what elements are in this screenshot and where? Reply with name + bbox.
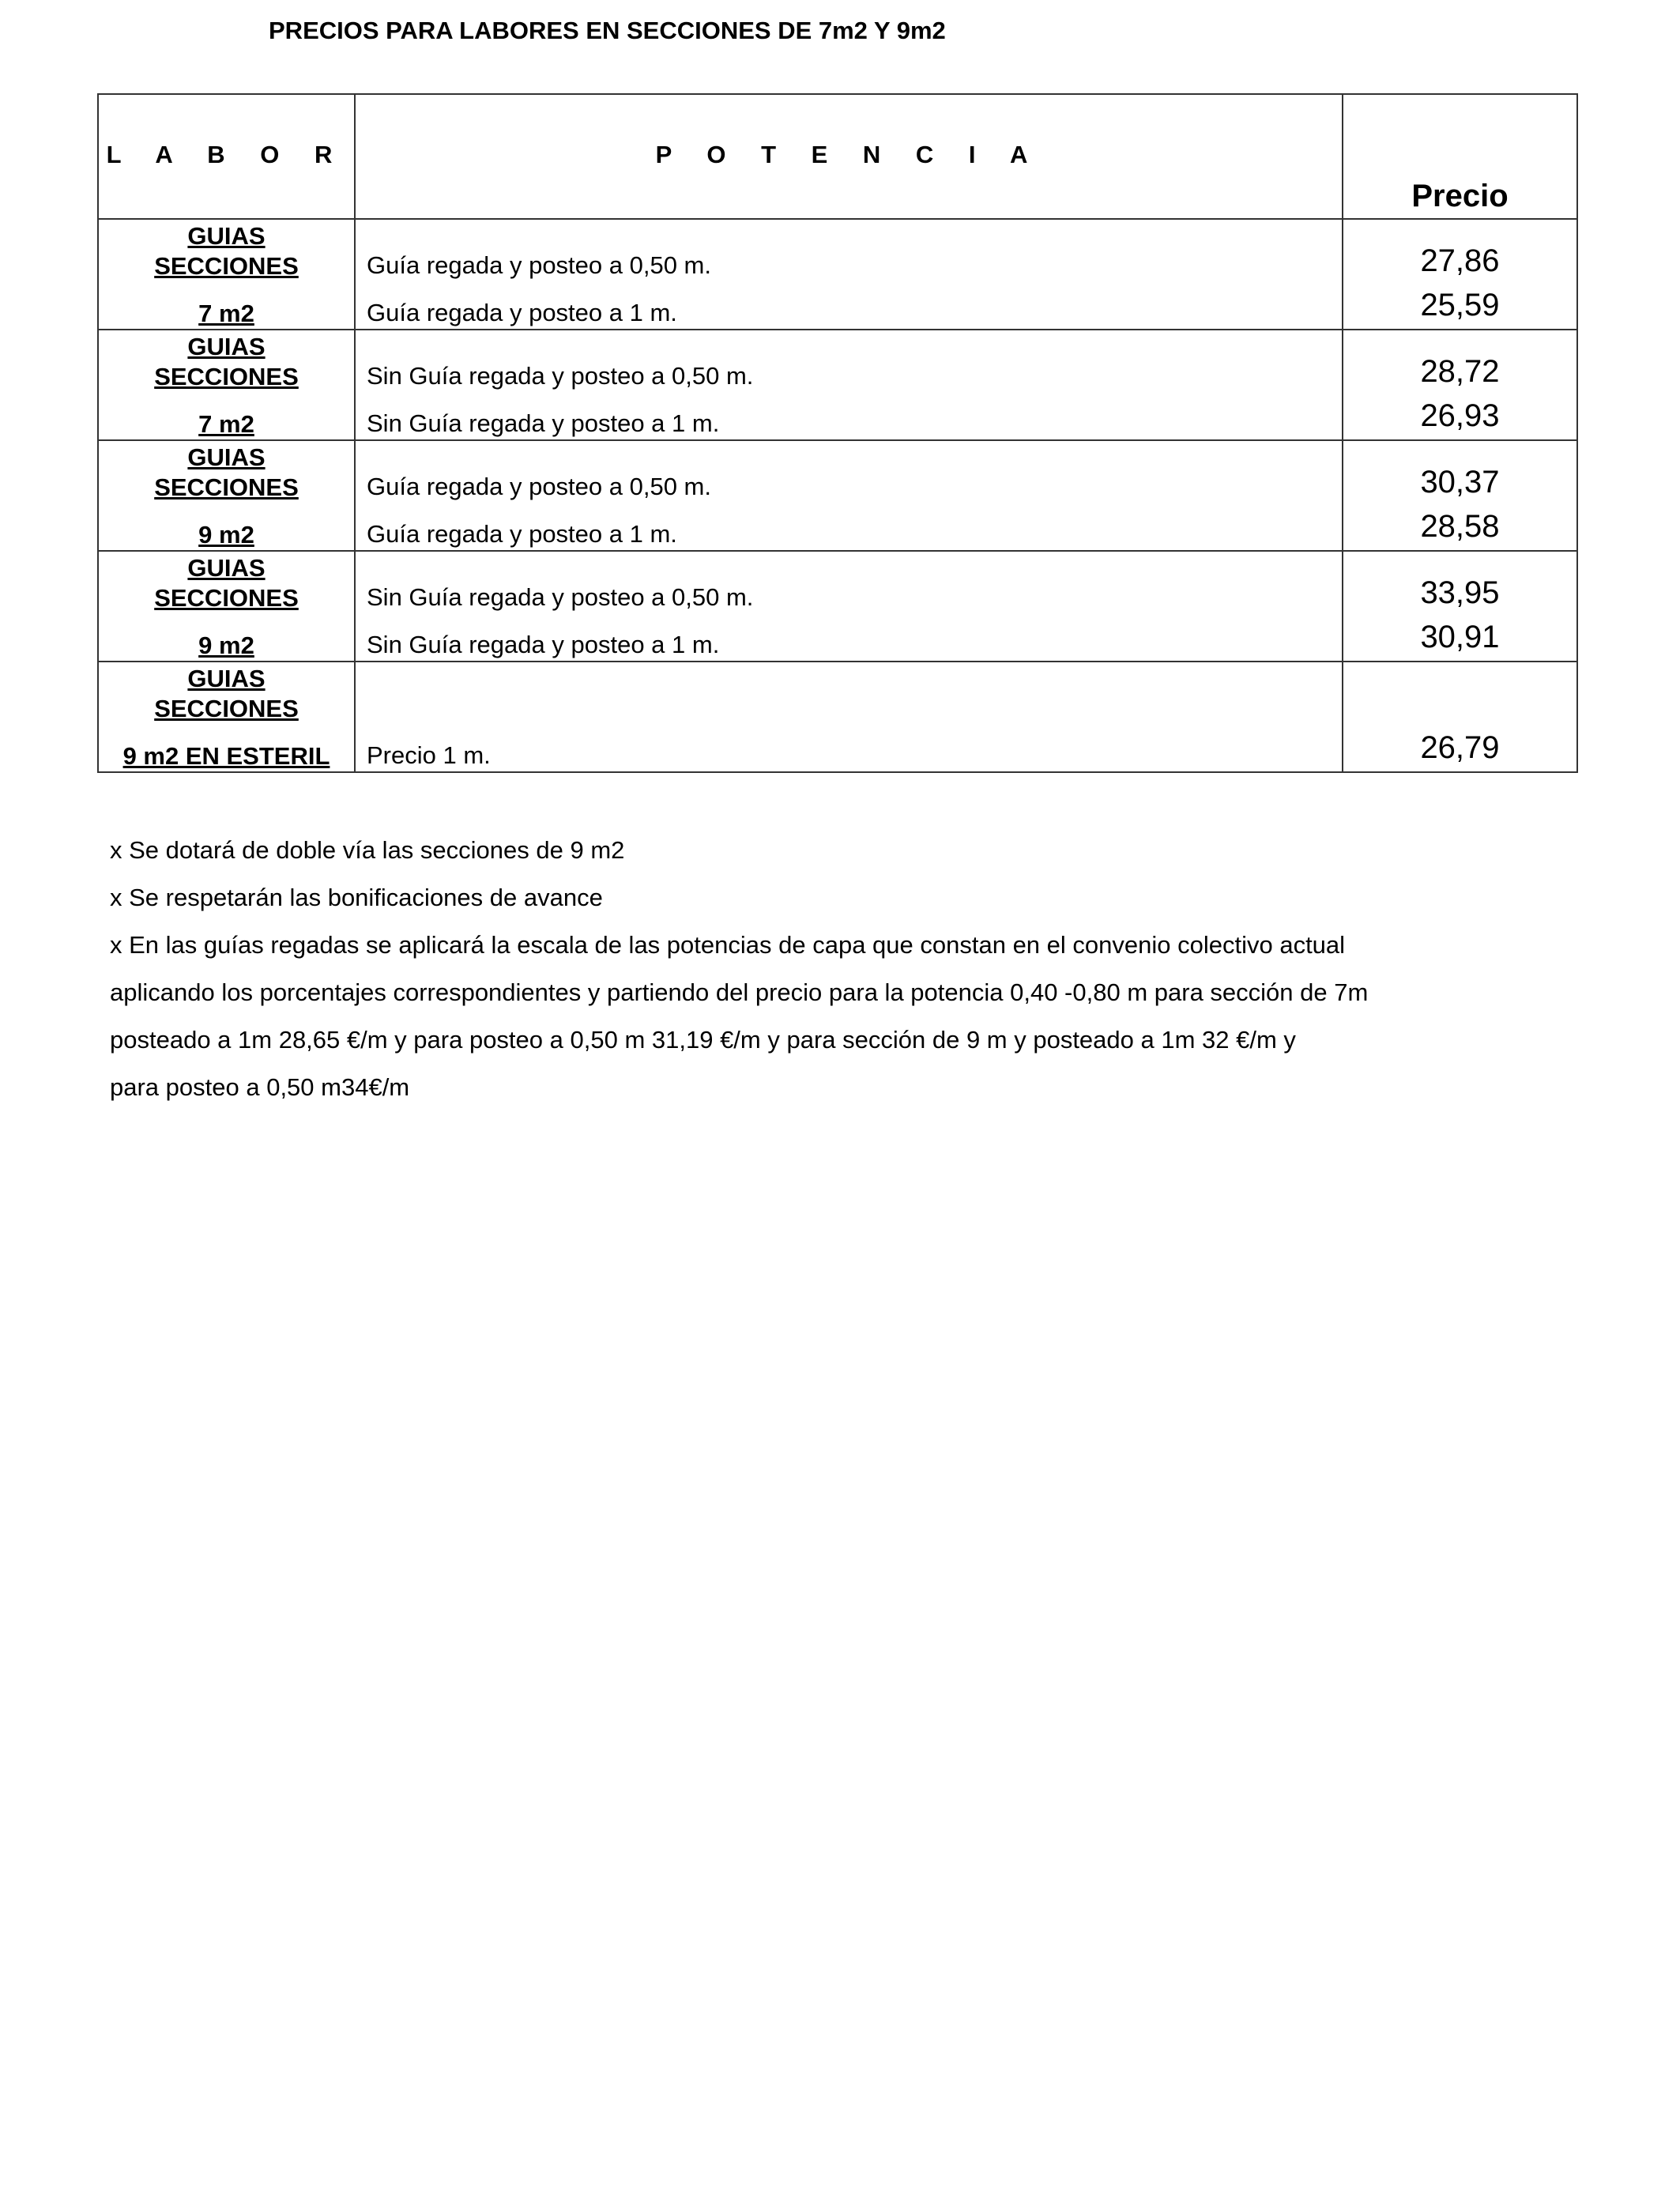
- labor-line: GUIAS: [187, 665, 266, 692]
- table-row: [98, 330, 1577, 440]
- precio-value: 27,86: [1420, 243, 1500, 278]
- labor-cell: [98, 662, 355, 772]
- note-line: x Se respetarán las bonificaciones de avance: [110, 884, 603, 911]
- potencia-cell: [355, 219, 1343, 330]
- table-header-row: [98, 94, 1577, 219]
- labor-line: SECCIONES: [154, 695, 299, 722]
- precio-cell: [1343, 219, 1577, 330]
- potencia-line: Guía regada y posteo a 1 m.: [367, 520, 677, 548]
- labor-cell: [98, 440, 355, 551]
- notes-block: [110, 827, 1564, 1111]
- labor-line: GUIAS: [187, 554, 266, 582]
- precio-value: 30,91: [1420, 620, 1500, 654]
- note-line: aplicando los porcentajes correspondientes y partiendo del precio para la potencia 0,40 -0,80 m para sección de 7m: [110, 978, 1369, 1006]
- labor-line: 9 m2 EN ESTERIL: [122, 742, 330, 770]
- precio-value: 28,58: [1420, 509, 1500, 544]
- potencia-line: Guía regada y posteo a 0,50 m.: [367, 473, 711, 500]
- header-precio-cell: [1343, 94, 1577, 219]
- precio-cell: [1343, 662, 1577, 772]
- price-table: [97, 93, 1578, 773]
- precio-value: 26,79: [1420, 730, 1500, 765]
- precio-cell: [1343, 440, 1577, 551]
- labor-line: GUIAS: [187, 222, 266, 250]
- table-row: [98, 551, 1577, 662]
- potencia-line: Sin Guía regada y posteo a 0,50 m.: [367, 362, 754, 390]
- potencia-line: Sin Guía regada y posteo a 1 m.: [367, 631, 720, 658]
- labor-line: SECCIONES: [154, 473, 299, 501]
- note-line: posteado a 1m 28,65 €/m y para posteo a 0,50 m 31,19 €/m y para sección de 9 m y posteado a 1m 32 €/m y: [110, 1026, 1296, 1054]
- potencia-cell: [355, 440, 1343, 551]
- labor-line: 9 m2: [198, 521, 254, 548]
- labor-cell: [98, 330, 355, 440]
- table-row: [98, 440, 1577, 551]
- labor-line: SECCIONES: [154, 584, 299, 612]
- table-row: [98, 662, 1577, 772]
- precio-value: 25,59: [1420, 288, 1500, 322]
- header-potencia-cell: [355, 94, 1343, 219]
- labor-cell: [98, 551, 355, 662]
- potencia-line: Guía regada y posteo a 0,50 m.: [367, 251, 711, 279]
- labor-line: GUIAS: [187, 333, 266, 360]
- potencia-cell: [355, 330, 1343, 440]
- labor-cell: [98, 219, 355, 330]
- labor-line: GUIAS: [187, 443, 266, 471]
- potencia-line: Sin Guía regada y posteo a 0,50 m.: [367, 583, 754, 611]
- labor-line: SECCIONES: [154, 252, 299, 280]
- precio-value: 30,37: [1420, 465, 1500, 499]
- precio-value: 26,93: [1420, 398, 1500, 433]
- labor-line: SECCIONES: [154, 363, 299, 390]
- potencia-line: Sin Guía regada y posteo a 1 m.: [367, 409, 720, 437]
- note-line: x En las guías regadas se aplicará la escala de las potencias de capa que constan en el convenio colectivo actual: [110, 931, 1346, 959]
- header-labor-cell: [98, 94, 355, 219]
- table-row: [98, 219, 1577, 330]
- note-line: para posteo a 0,50 m34€/m: [110, 1073, 410, 1101]
- potencia-line: Guía regada y posteo a 1 m.: [367, 299, 677, 326]
- page-title: PRECIOS PARA LABORES EN SECCIONES DE 7m2 Y 9m2: [269, 17, 946, 44]
- labor-line: 9 m2: [198, 631, 254, 659]
- potencia-cell: [355, 551, 1343, 662]
- header-precio: Precio: [1411, 179, 1509, 213]
- header-labor: L A B O R: [106, 141, 347, 168]
- note-line: x Se dotará de doble vía las secciones de 9 m2: [110, 836, 625, 864]
- potencia-cell: [355, 662, 1343, 772]
- precio-value: 33,95: [1420, 575, 1500, 610]
- labor-line: 7 m2: [198, 410, 254, 438]
- precio-value: 28,72: [1420, 354, 1500, 389]
- labor-line: 7 m2: [198, 300, 254, 327]
- header-potencia: P O T E N C I A: [655, 141, 1042, 168]
- precio-cell: [1343, 551, 1577, 662]
- potencia-line: Precio 1 m.: [367, 741, 491, 769]
- precio-cell: [1343, 330, 1577, 440]
